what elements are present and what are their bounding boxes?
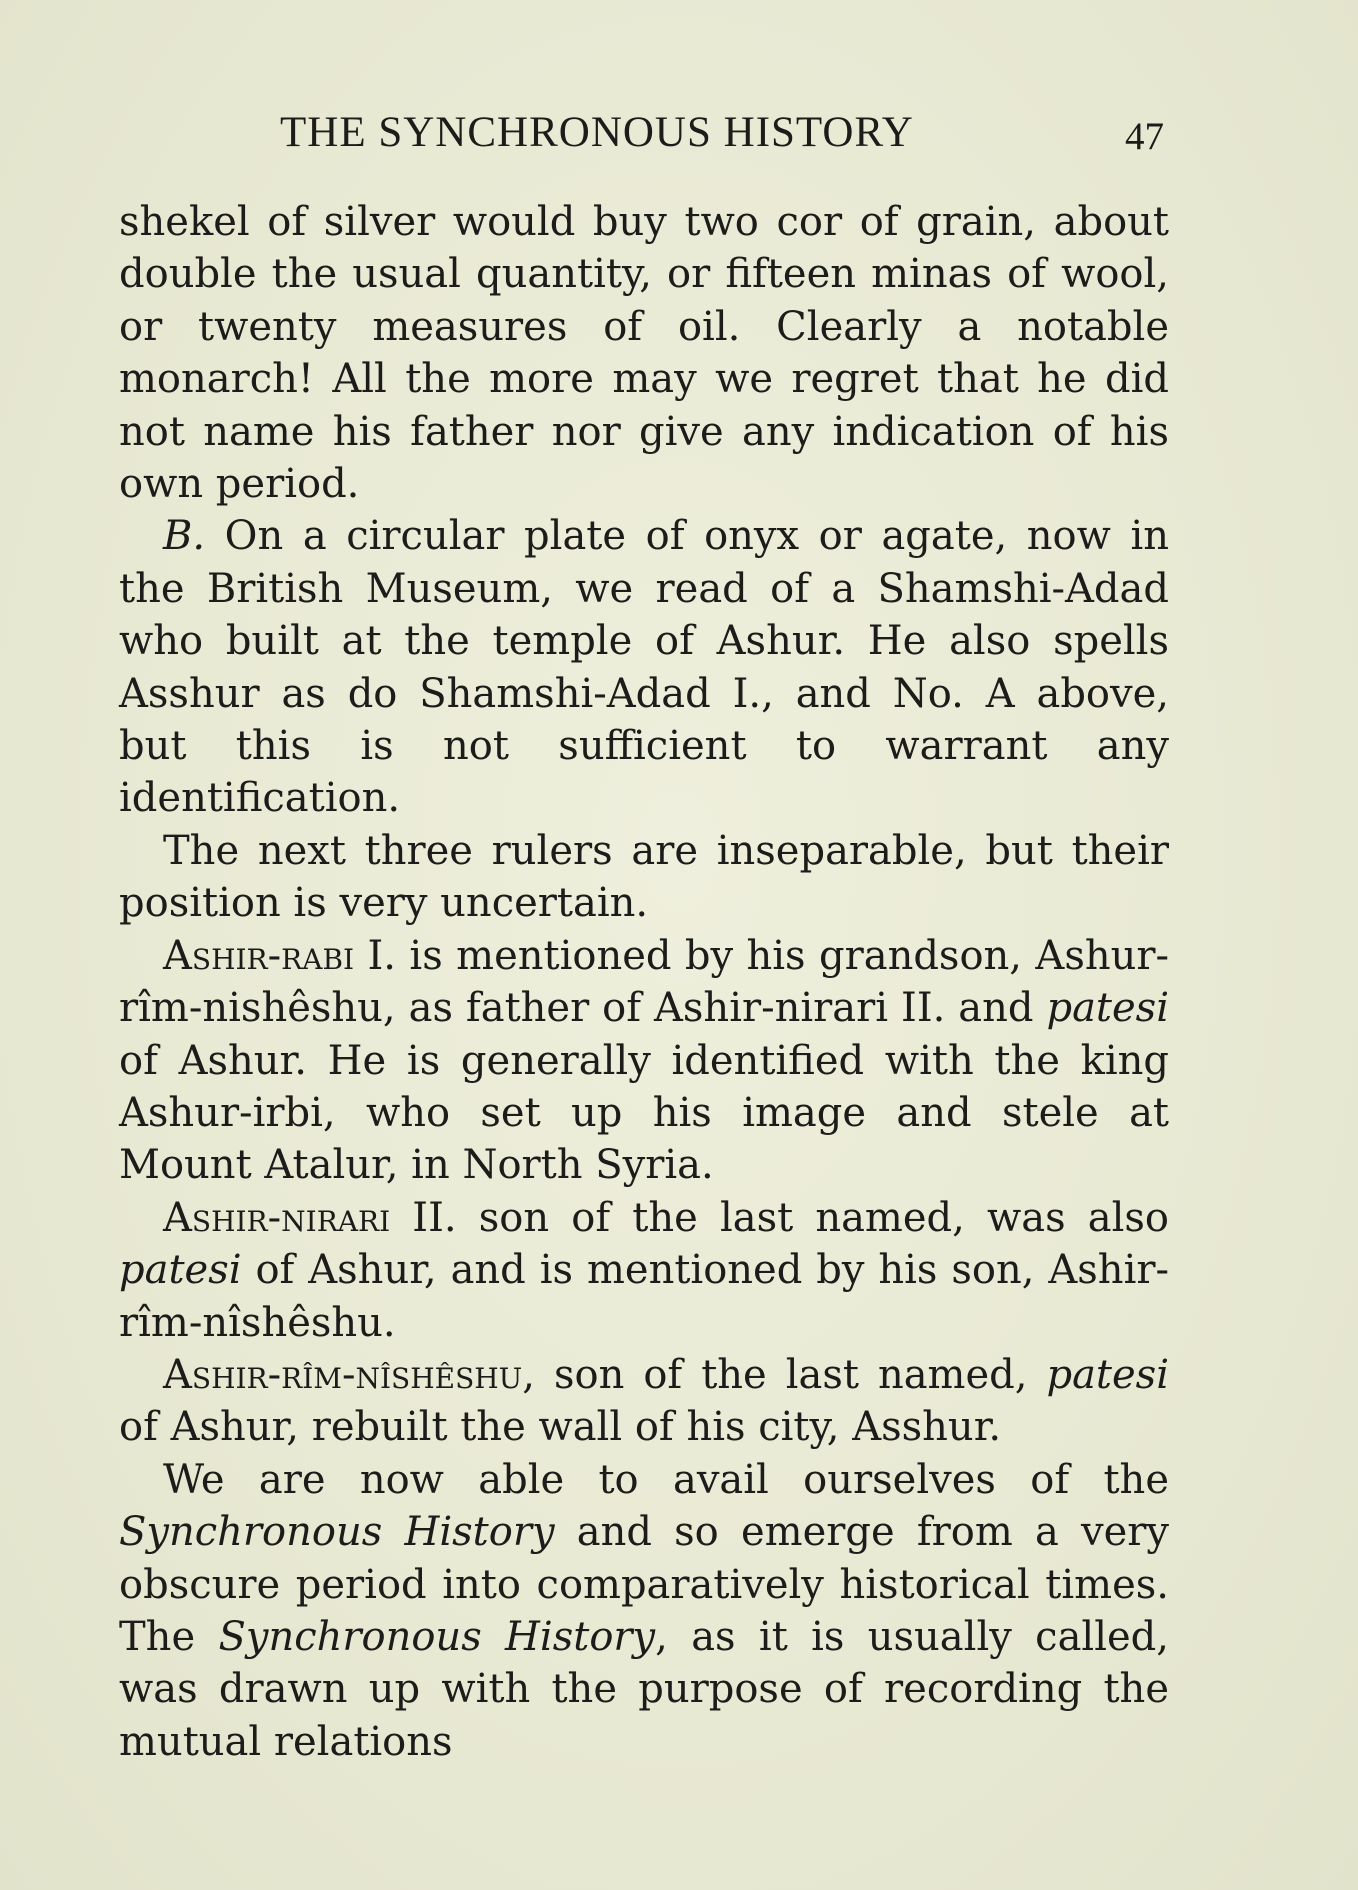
paragraph [119,930,1169,1192]
paragraph-text: II. son of the last named, was also [390,1194,1169,1241]
paragraph [119,196,1169,510]
running-title: THE SYNCHRONOUS HISTORY [280,109,914,156]
italic-title: Synchronous History [218,1613,656,1660]
body-text [119,196,1169,1768]
paragraph-text: and so emerge from a very obscure period into comparatively historical times. The [119,1509,1169,1660]
ruler-name: Ashir-nirari [163,1194,391,1241]
section-label: B. [163,513,206,560]
italic-term: patesi [1046,1351,1169,1398]
ruler-name: Ashir-rîm-nîshêshu [163,1351,523,1398]
italic-term: patesi [119,1247,242,1294]
paragraph-text: of Ashur. He is generally identified with the king Ashur-irbi, who set up his image and stele at Mount Atalur, in North Syria. [119,1037,1169,1189]
page-number: 47 [1125,115,1164,158]
italic-title: Synchronous History [119,1509,555,1556]
paragraph-text: shekel of silver would buy two cor of grain, about double the usual quantity, or fifteen minas of wool, or twenty measures of oil. Clearly a notable monarch! All the more may we regret that he did not name his father nor give any indication of his own period. [119,199,1169,508]
paragraph-text: We are now able to avail ourselves of the [163,1456,1169,1503]
paragraph-text: of Ashur, and is mentioned by his son, Ashir-rîm-nîshêshu. [119,1247,1169,1346]
paragraph [119,825,1169,930]
paragraph-text: , as it is usually called, was drawn up with the purpose of recording the mutual relations [119,1613,1170,1765]
paragraph [119,1349,1169,1454]
paragraph [119,1454,1169,1768]
paragraph-text: On a circular plate of onyx or agate, now in the British Museum, we read of a Shamshi-Adad who built at the temple of Ashur. He also spells Asshur as do Shamshi-Adad I., and No. A above, but this is not sufficient to warrant any identification. [119,513,1169,822]
paragraph [119,1192,1169,1349]
paragraph-text: of Ashur, rebuilt the wall of his city, Asshur. [119,1404,1002,1451]
paragraph-text: I. is mentioned by his grandson, Ashur-rîm-nishêshu, as father of Ashir-nirari II. and [119,932,1169,1032]
paragraph-text: , son of the last named, [522,1351,1047,1398]
paragraph [119,510,1169,824]
ruler-name: Ashir-rabi [163,932,355,979]
italic-term: patesi [1046,985,1169,1032]
page-header [0,108,1358,168]
paragraph-text: The next three rulers are inseparable, but their position is very uncertain. [119,827,1169,927]
